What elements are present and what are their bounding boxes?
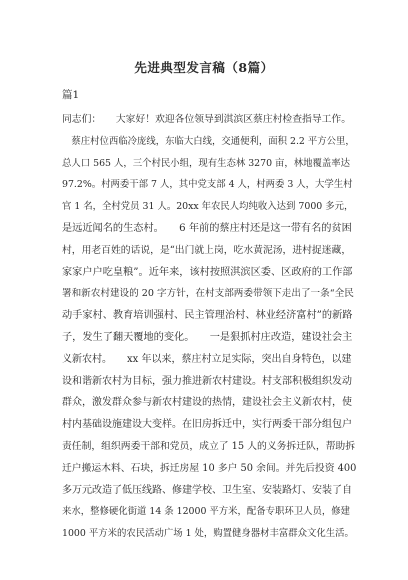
body-line: 总人口 565 人，三个村民小组，现有生态林 3270 亩，林地覆盖率达 <box>62 157 351 169</box>
body-line: 蔡庄村位西临冷庞线，东临大白线，交通便利，面积 2.2 平方公里， <box>62 135 355 147</box>
body-line: 同志们： 大家好！欢迎各位领导到淇滨区蔡庄村检查指导工作。 <box>62 114 352 125</box>
document-title: 先进典型发言稿（8篇） <box>134 60 274 75</box>
body-line: 97.2%。村两委干部 7 人，其中党支部 4 人，村两委 3 人，大学生村 <box>62 179 353 191</box>
document-body <box>62 109 356 545</box>
body-line: 迁户搬运木料、石块，拆迁房屋 10 多户 50 余间。并先后投资 400 <box>62 462 356 474</box>
body-line: 来水，整修硬化街道 14 条 12000 平方米，配备专职环卫人员，修建 <box>62 506 351 518</box>
body-line: 家家户户吃皇粮”。近年来，该村按照淇滨区委、区政府的工作部 <box>62 266 353 278</box>
body-line: 多万元改造了低压线路、修建学校、卫生室、安装路灯、安装了自 <box>62 484 352 496</box>
body-line: 动手家村、教育培训强村、民主管理治村、林业经济富村”的新路 <box>62 310 353 322</box>
body-line: 责任制，组织两委干部和党员，成立了 15 人的义务拆迁队，帮助拆 <box>62 440 356 452</box>
body-line: 是远近闻名的生态村。 6 年前的蔡庄村还是这一带有名的贫困 <box>62 222 352 234</box>
body-line: 义新农村。 xx 年以来，蔡庄村立足实际，突出自身特色，以建 <box>62 353 352 365</box>
body-line: 村内基础设施建设大变样。在旧房拆迁中，实行两委干部分组包户 <box>62 419 352 431</box>
body-line: 1000 平方米的农民活动广场 1 处，购置健身器材丰富群众文化生活。 <box>62 528 354 540</box>
body-line: 村，用老百姓的话说，是“出门就上岗，吃水黄泥汤，进村捉迷藏， <box>62 244 352 256</box>
body-line: 设和谐新农村为目标，强力推进新农村建设。村支部积极组织发动 <box>62 375 352 387</box>
body-line: 署和新农村建设的 20 字方针，在村支部两委带领下走出了一条“全民 <box>62 288 354 300</box>
body-line: 群众，激发群众参与新农村建设的热情，建设社会主义新农村，使 <box>62 397 352 409</box>
body-line: 子，发生了翻天覆地的变化。 一是狠抓村庄改造，建设社会主 <box>62 331 353 343</box>
body-line: 官 1 名，全村党员 31 人。20xx 年农民人均纯收入达到 7000 多元， <box>62 201 354 213</box>
section-label: 篇1 <box>62 89 80 101</box>
